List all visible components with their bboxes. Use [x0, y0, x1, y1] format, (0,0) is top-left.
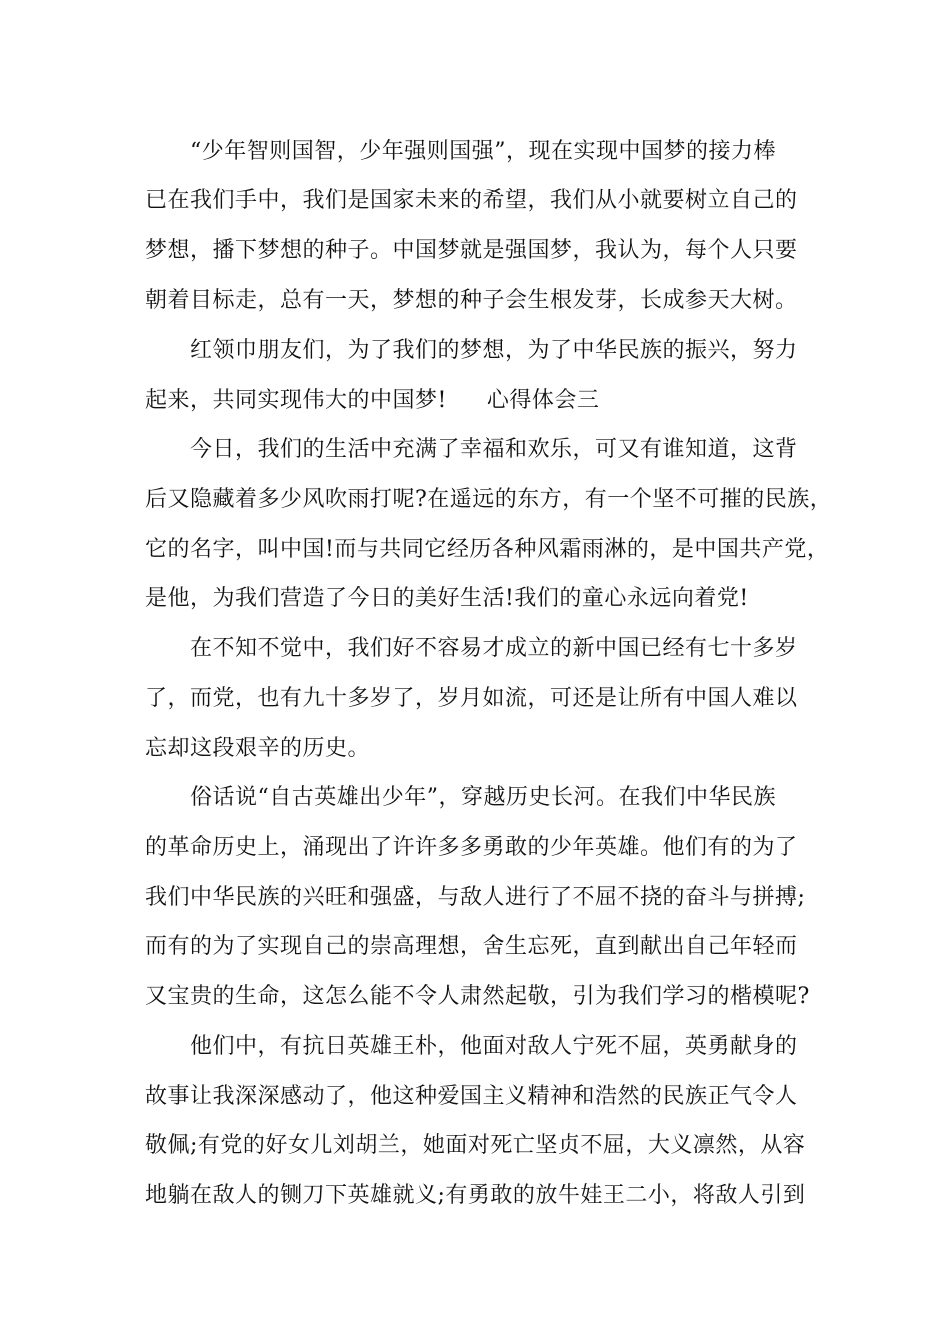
text-line: 的革命历史上，涌现出了许许多多勇敢的少年英雄。他们有的为了 — [145, 835, 798, 860]
text-line: 忘却这段艰辛的历史。 — [145, 736, 371, 761]
text-line: 他们中，有抗日英雄王朴，他面对敌人宁死不屈，英勇献身的 — [190, 1034, 798, 1059]
text-line: 今日，我们的生活中充满了幸福和欢乐，可又有谁知道，这背 — [190, 437, 798, 462]
text-line-content: 起来，共同实现伟大的中国梦! — [145, 388, 447, 413]
text-line: 又宝贵的生命，这怎么能不令人肃然起敬，引为我们学习的楷模呢? — [145, 984, 810, 1009]
text-line: 故事让我深深感动了，他这种爱国主义精神和浩然的民族正气令人 — [145, 1084, 798, 1109]
text-line: 已在我们手中，我们是国家未来的希望，我们从小就要树立自己的 — [145, 188, 798, 213]
text-line: 朝着目标走，总有一天，梦想的种子会生根发芽，长成参天大树。 — [145, 288, 798, 313]
text-line: 了，而党，也有九十多岁了，岁月如流，可还是让所有中国人难以 — [145, 686, 798, 711]
text-line: 后又隐藏着多少风吹雨打呢?在遥远的东方，有一个坚不可摧的民族， — [145, 487, 833, 512]
text-line: 我们中华民族的兴旺和强盛，与敌人进行了不屈不挠的奋斗与拼搏; — [145, 885, 806, 910]
text-line: 地躺在敌人的铡刀下英雄就义;有勇敢的放牛娃王二小，将敌人引到 — [145, 1183, 806, 1208]
text-line: 俗话说“自古英雄出少年”，穿越历史长河。在我们中华民族 — [190, 785, 776, 810]
text-line: 它的名字，叫中国!而与共同它经历各种风霜雨淋的，是中国共产党， — [145, 537, 830, 562]
text-line: 梦想，播下梦想的种子。中国梦就是强国梦，我认为，每个人只要 — [145, 238, 798, 263]
text-line: 而有的为了实现自己的崇高理想，舍生忘死，直到献出自己年轻而 — [145, 934, 798, 959]
text-line: 在不知不觉中，我们好不容易才成立的新中国已经有七十多岁 — [190, 636, 798, 661]
text-line: 是他，为我们营造了今日的美好生活!我们的童心永远向着党! — [145, 586, 749, 611]
text-line — [145, 386, 845, 416]
text-line: 红领巾朋友们，为了我们的梦想，为了中华民族的振兴，努力 — [190, 338, 798, 363]
section-heading: 心得体会三 — [486, 388, 600, 413]
text-line: 敬佩;有党的好女儿刘胡兰，她面对死亡坚贞不屈，大义凛然，从容 — [145, 1133, 806, 1158]
text-line: “少年智则国智，少年强则国强”，现在实现中国梦的接力棒 — [190, 139, 776, 164]
